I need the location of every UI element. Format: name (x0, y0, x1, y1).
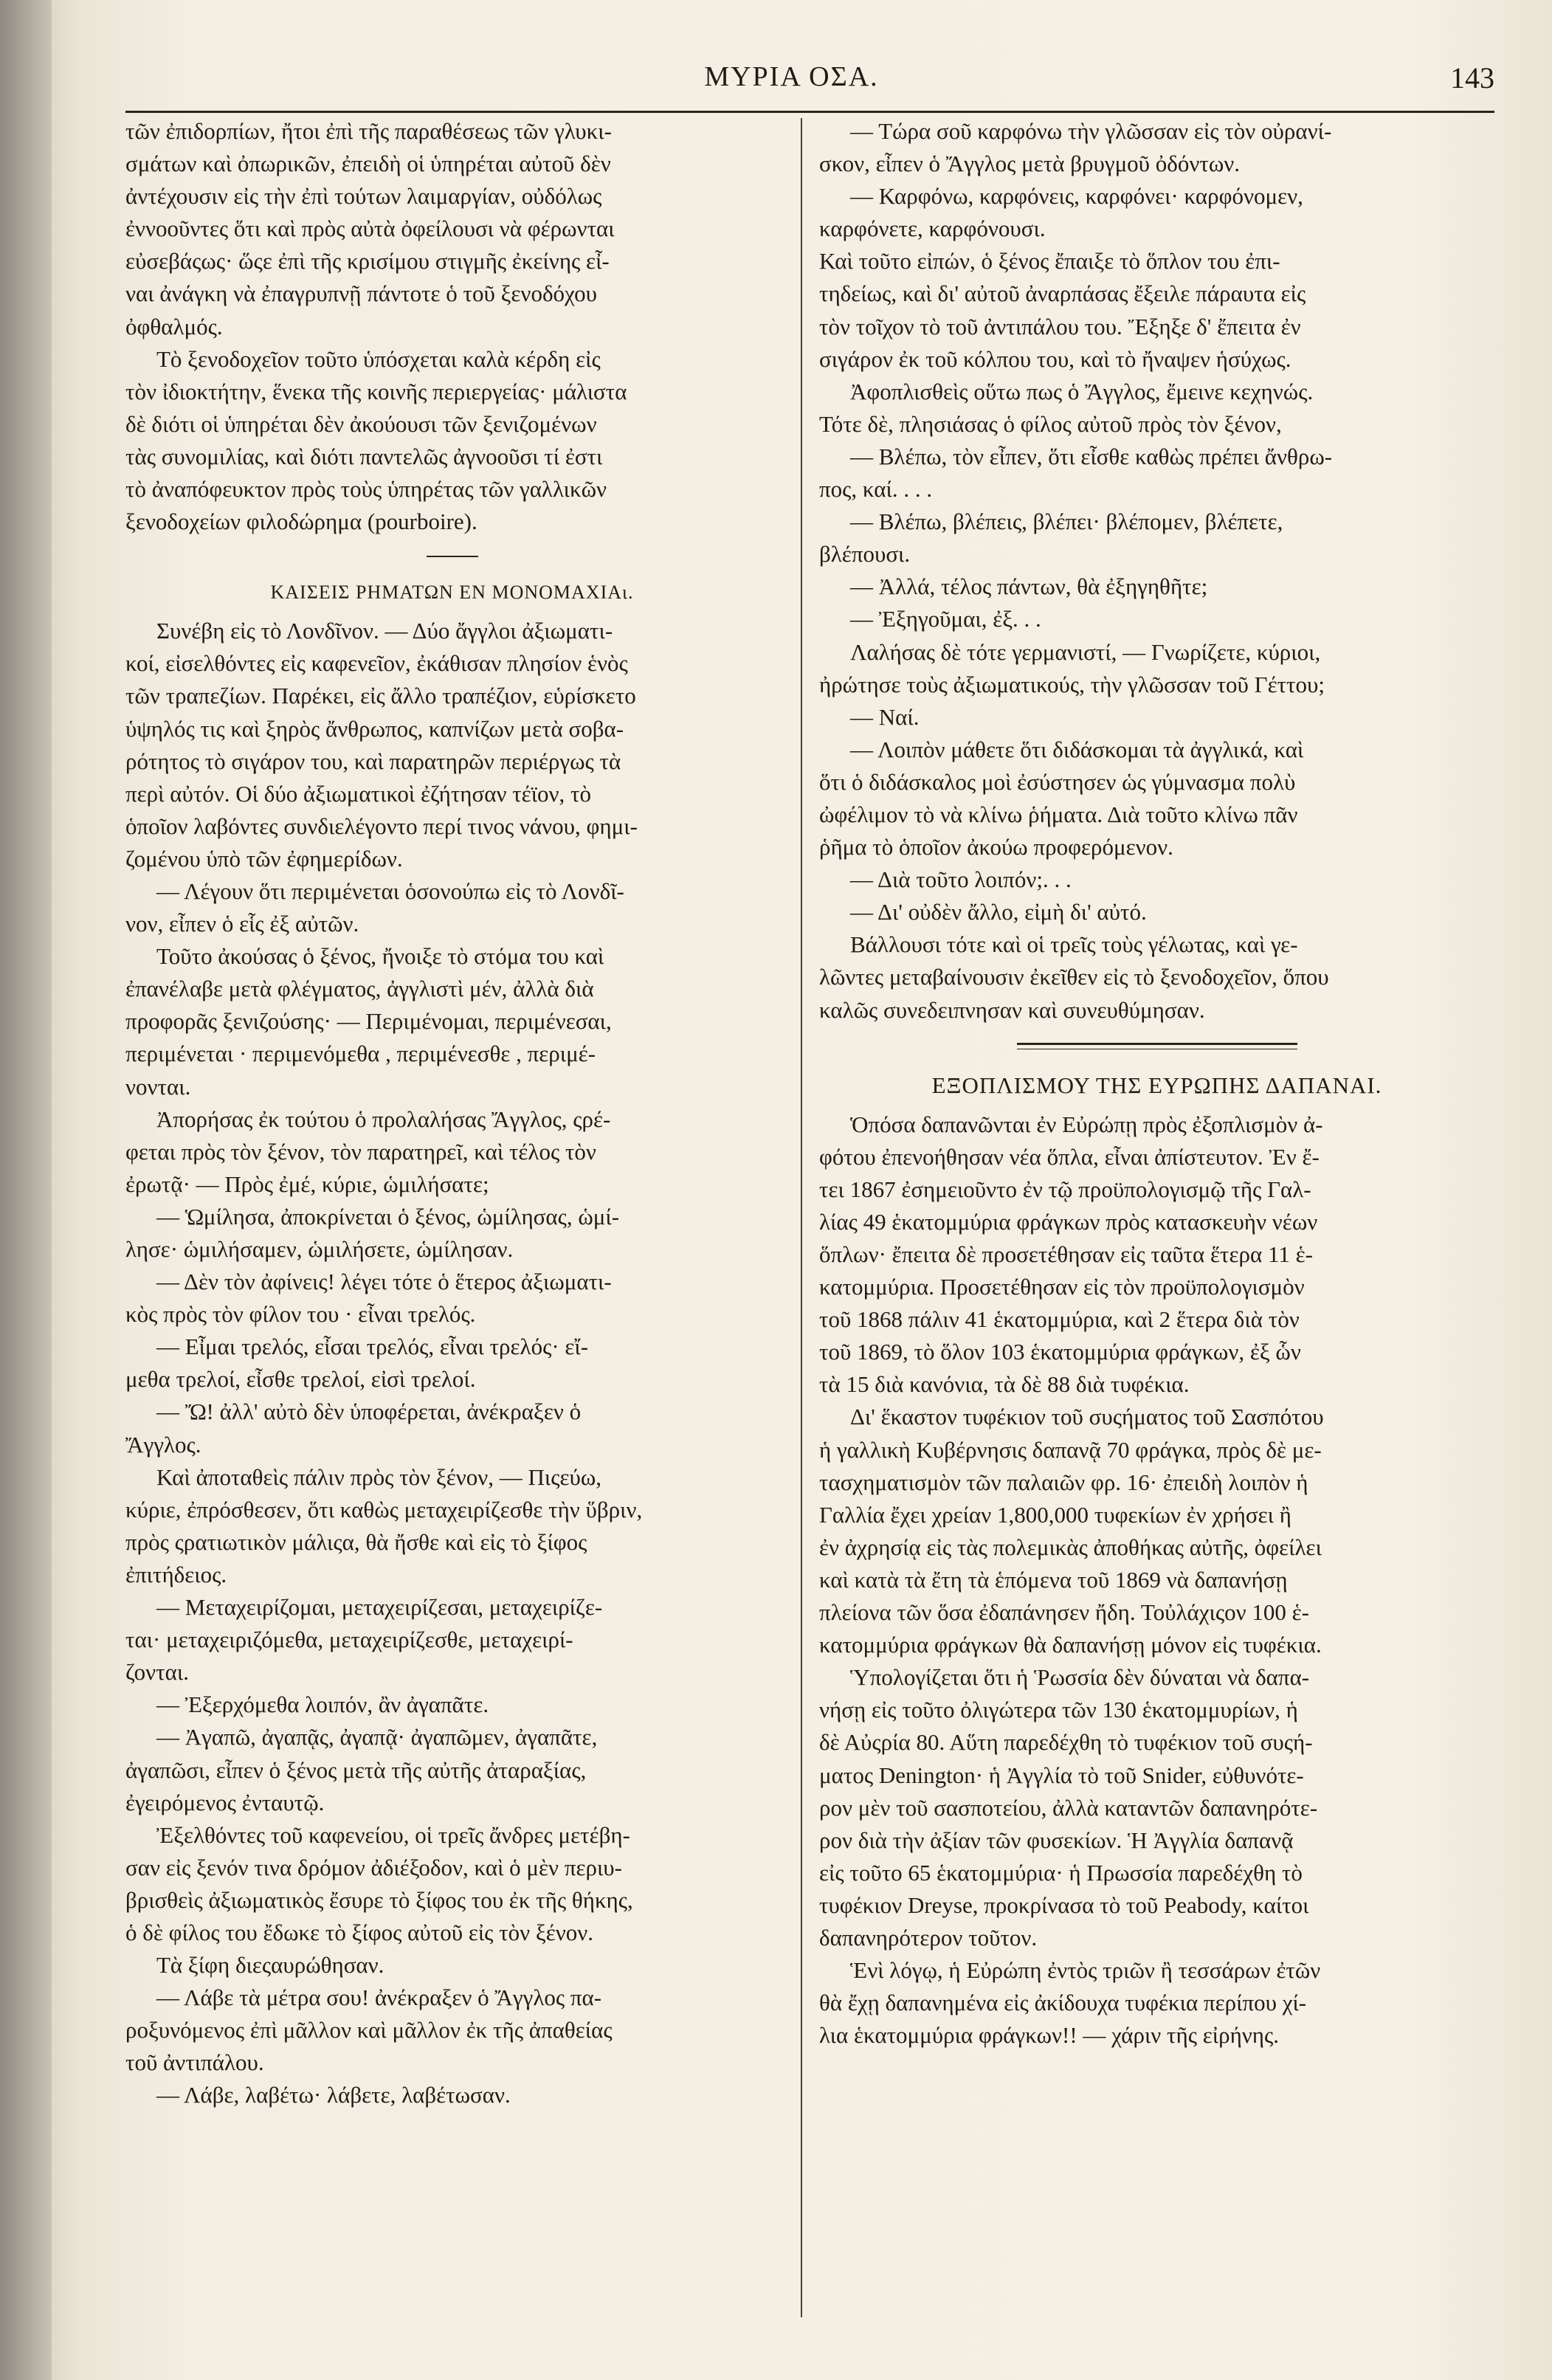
running-head-title: ΜΥΡΙΑ ΟΣΑ. (704, 61, 879, 92)
text-line: ἡ γαλλικὴ Κυβέρνησις δαπανᾷ 70 φράγκα, πρὸς δὲ με- (819, 1436, 1322, 1463)
section-separator (125, 538, 779, 570)
paragraph (819, 603, 1494, 635)
text-line: ζομένου ὑπὸ τῶν ἐφημερίδων. (125, 845, 403, 872)
text-line: λια ἑκατομμύρια φράγκων!! — χάριν τῆς εἰρήνης. (819, 2022, 1280, 2049)
text-line: Δι' ἕκαστον τυφέκιον τοῦ συςήματος τοῦ Σασπότου (850, 1404, 1324, 1430)
text-line: περὶ αὐτόν. Οἱ δύο ἀξιωματικοὶ ἐζήτησαν τέϊον, τὸ (125, 780, 592, 807)
left-column (125, 115, 779, 2112)
text-line: — Ὡμίλησα, ἀποκρίνεται ὁ ξένος, ὡμίλησας, ὡμί- (156, 1203, 620, 1229)
paragraph (125, 115, 779, 343)
text-line: σαν εἰς ξενόν τινα δρόμον ἀδιέξοδον, καὶ ὁ μὲν περιυ- (125, 1854, 622, 1880)
paragraph (125, 1331, 779, 1396)
text-line: ὑψηλός τις καὶ ξηρὸς ἄνθρωπος, καπνίζων μετὰ σοβα- (125, 715, 624, 742)
text-line: — Διὰ τοῦτο λοιπόν;. . . (850, 866, 1072, 893)
section-rule (1017, 1043, 1297, 1049)
text-line: ἀντέχουσιν εἰς τὴν ἐπὶ τούτων λαιμαργίαν, οὐδόλως (125, 183, 602, 210)
paragraph (819, 928, 1494, 1026)
text-line: ἐπιτήδειος. (125, 1561, 227, 1587)
text-line: βρισθεὶς ἀξιωματικὸς ἔσυρε τὸ ξίφος του ἐκ τῆς θήκης, (125, 1886, 633, 1913)
text-line: βλέπουσι. (819, 541, 911, 568)
text-line: Καὶ τοῦτο εἰπών, ὁ ξένος ἔπαιξε τὸ ὅπλον του ἐπι- (819, 248, 1280, 275)
text-line: εἰς τοῦτο 65 ἑκατομμύρια· ἡ Πρωσσία παρεδέχθη τὸ (819, 1859, 1303, 1886)
text-line: Ἀφοπλισθεὶς οὕτω πως ὁ Ἄγγλος, ἔμεινε κεχηνώς. (850, 378, 1314, 404)
paragraph (125, 1819, 779, 1949)
text-line: — Ναί. (850, 703, 920, 730)
text-line: Ἄγγλος. (125, 1431, 201, 1458)
text-line: ξενοδοχείων φιλοδώρημα (pourboire). (125, 508, 477, 535)
text-line: ται· μεταχειριζόμεθα, μεταχειρίζεσθε, μεταχειρί- (125, 1627, 573, 1653)
text-line: ματος Denington· ἡ Ἀγγλία τὸ τοῦ Snider, εὐθυνότε- (819, 1762, 1304, 1788)
paragraph (125, 1103, 779, 1201)
text-line: Λαλήσας δὲ τότε γερμανιστί, — Γνωρίζετε, κύριοι, (850, 638, 1321, 665)
text-line: ροξυνόμενος ἐπὶ μᾶλλον καὶ μᾶλλον ἐκ τῆς ἀπαθείας (125, 2017, 613, 2043)
paragraph (125, 343, 779, 539)
paragraph (819, 1108, 1494, 1401)
text-line: Ἑνὶ λόγῳ, ἡ Εὐρώπη ἐντὸς τριῶν ἢ τεσσάρων ἐτῶν (850, 1957, 1321, 1984)
text-line: ζονται. (125, 1659, 189, 1686)
text-line: προφορᾶς ξενιζούσης· — Περιμένομαι, περιμένεσαι, (125, 1008, 612, 1035)
text-line: δὲ Αὐςρία 80. Αὕτη παρεδέχθη τὸ τυφέκιον τοῦ συςή- (819, 1729, 1313, 1756)
text-line: ῥῆμα τὸ ὁποῖον ἀκούω προφερόμενον. (819, 834, 1173, 860)
paragraph (125, 1689, 779, 1721)
text-line: — Λάβε, λαβέτω· λάβετε, λαβέτωσαν. (156, 2082, 511, 2108)
paragraph (819, 115, 1494, 180)
text-line: τὸν τοῖχον τὸ τοῦ ἀντιπάλου του. Ἔξηξε δ' ἔπειτα ἐν (819, 313, 1301, 339)
text-line: ρον μὲν τοῦ σασποτείου, ἀλλὰ καταντῶν δαπανηρότε- (819, 1794, 1318, 1821)
text-line: τοῦ ἀντιπάλου. (125, 2049, 264, 2076)
text-line: φότου ἐπενοήθησαν νέα ὅπλα, εἶναι ἀπίστευτον. Ἐν ἔ- (819, 1143, 1320, 1170)
text-line: — Ὤ! ἀλλ' αὐτὸ δὲν ὑποφέρεται, ἀνέκραξεν ὁ (156, 1398, 582, 1425)
text-line: — Ἀλλά, τέλος πάντων, θὰ ἐξηγηθῆτε; (850, 573, 1208, 600)
text-line: τοῦ 1869, τὸ ὅλον 103 ἑκατομμύρια φράγκων, ἐξ ὧν (819, 1339, 1301, 1365)
column-divider (801, 118, 802, 2317)
text-line: Τότε δὲ, πλησιάσας ὁ φίλος αὐτοῦ πρὸς τὸν ξένον, (819, 410, 1282, 437)
text-line: ἐπανέλαβε μετὰ φλέγματος, ἀγγλιστὶ μέν, ἀλλὰ διὰ (125, 976, 594, 1002)
paragraph (819, 636, 1494, 701)
paragraph (125, 1461, 779, 1591)
paragraph (125, 2079, 779, 2111)
text-line: — Βλέπω, βλέπεις, βλέπει· βλέπομεν, βλέπετε, (850, 508, 1283, 535)
paragraph (819, 701, 1494, 734)
paragraph (819, 245, 1494, 375)
text-line: νονται. (125, 1073, 191, 1100)
text-line: ρότητος τὸ σιγάρον του, καὶ παρατηρῶν περιέργως τὰ (125, 748, 621, 774)
text-line: δαπανηρότερον τοῦτον. (819, 1924, 1038, 1950)
section-title: ΚΑΙΣΕΙΣ ΡΗΜΑΤΩΝ ΕΝ ΜΟΝΟΜΑΧΙΑι. (270, 582, 634, 604)
right-column (819, 115, 1494, 2052)
text-line: ἐρωτᾷ· — Πρὸς ἐμέ, κύριε, ὡμιλήσατε; (125, 1170, 489, 1197)
paragraph (125, 1949, 779, 1981)
paragraph (819, 1954, 1494, 2052)
text-line: — Μεταχειρίζομαι, μεταχειρίζεσαι, μεταχειρίζε- (156, 1594, 603, 1621)
paragraph (125, 1591, 779, 1689)
text-line: — Ἐξερχόμεθα λοιπόν, ἂν ἀγαπᾶτε. (156, 1691, 489, 1718)
text-line: τοῦ 1868 πάλιν 41 ἑκατομμύρια, καὶ 2 ἕτερα διὰ τὸν (819, 1306, 1300, 1333)
page-number: 143 (1450, 61, 1494, 94)
text-line: τὰς συνομιλίας, καὶ διότι παντελῶς ἀγνοοῦσι τί ἐστι (125, 443, 603, 469)
text-line: ὀφθαλμός. (125, 313, 223, 339)
header-rule (125, 111, 1494, 113)
text-line: τυφέκιον Dreyse, προκρίνασα τὸ τοῦ Peabody, καίτοι (819, 1891, 1309, 1918)
text-line: περιμένεται · περιμενόμεθα , περιμένεσθε , περιμέ- (125, 1041, 596, 1067)
text-line: ὅτι ὁ διδάσκαλος μοὶ ἐσύστησεν ὡς γύμνασμα πολὺ (819, 768, 1296, 795)
text-line: μεθα τρελοί, εἶσθε τρελοί, εἰσὶ τρελοί. (125, 1366, 476, 1393)
text-line: πος, καί. . . . (819, 476, 933, 503)
paragraph (819, 734, 1494, 863)
text-line: — Ἀγαπῶ, ἀγαπᾷς, ἀγαπᾷ· ἀγαπῶμεν, ἀγαπᾶτε, (156, 1724, 598, 1750)
text-line: νον, εἶπεν ὁ εἷς ἐξ αὐτῶν. (125, 911, 359, 937)
text-line: ρον διὰ τὴν ἀξίαν τῶν φυσεκίων. Ἡ Ἀγγλία δαπανᾷ (819, 1827, 1294, 1853)
text-line: θὰ ἔχῃ δαπανημένα εἰς ἀκίδουχα τυφέκια περίπου χί- (819, 1990, 1307, 2016)
text-line: Συνέβη εἰς τὸ Λονδῖνον. — Δύο ἄγγλοι ἀξιωματι- (156, 618, 613, 644)
text-line: λησε· ὡμιλήσαμεν, ὡμιλήσετε, ὡμίλησαν. (125, 1236, 514, 1262)
text-line: ναι ἀνάγκη νὰ ἐπαγρυπνῇ πάντοτε ὁ τοῦ ξενοδόχου (125, 280, 597, 307)
text-line: Ἀπορήσας ἐκ τούτου ὁ προλαλήσας Ἄγγλος, ςρέ- (156, 1106, 611, 1132)
text-line: Ὑπολογίζεται ὅτι ἡ Ῥωσσία δὲν δύναται νὰ δαπα- (850, 1664, 1310, 1691)
paragraph (125, 1396, 779, 1460)
text-line: ἠρώτησε τοὺς ἀξιωματικούς, τὴν γλῶσσαν τοῦ Γέττου; (819, 671, 1325, 697)
text-line: καλῶς συνεδειπνησαν καὶ συνευθύμησαν. (819, 996, 1205, 1023)
text-line: Βάλλουσι τότε καὶ οἱ τρεῖς τοὺς γέλωτας, καὶ γε- (850, 931, 1298, 958)
paragraph (819, 863, 1494, 896)
paragraph (819, 180, 1494, 245)
text-line: τὰ 15 διὰ κανόνια, τὰ δὲ 88 διὰ τυφέκια. (819, 1371, 1190, 1398)
text-line: — Δὲν τὸν ἀφίνεις! λέγει τότε ὁ ἕτερος ἀξιωματι- (156, 1269, 612, 1295)
paragraph (125, 875, 779, 940)
paragraph (819, 506, 1494, 570)
text-line: λῶντες μεταβαίνουσιν ἐκεῖθεν εἰς τὸ ξενοδοχεῖον, ὅπου (819, 964, 1329, 990)
paragraph (819, 1661, 1494, 1954)
text-line: καρφόνετε, καρφόνουσι. (819, 215, 1046, 242)
text-line: κατομμύρια. Προσετέθησαν εἰς τὸν προϋπολογισμὸν (819, 1274, 1305, 1300)
paragraph (125, 1981, 779, 2079)
text-line: πλείονα τῶν ὅσα ἐδαπάνησεν ἤδη. Τοὐλάχιςον 100 ἑ- (819, 1599, 1309, 1626)
paragraph (125, 615, 779, 875)
text-line: — Καρφόνω, καρφόνεις, καρφόνει· καρφόνομεν, (850, 183, 1303, 210)
text-line: καὶ κατὰ τὰ ἔτη τὰ ἑπόμενα τοῦ 1869 νὰ δαπανήσῃ (819, 1566, 1288, 1593)
text-line: κύριε, ἐπρόσθεσεν, ὅτι καθὼς μεταχειρίζεσθε τὴν ὕβριν, (125, 1496, 643, 1522)
text-line: Καὶ ἀποταθεὶς πάλιν πρὸς τὸν ξένον, — Πιςεύω, (156, 1463, 602, 1490)
paragraph (819, 441, 1494, 506)
text-line: — Τώρα σοῦ καρφόνω τὴν γλῶσσαν εἰς τὸν οὐρανί- (850, 118, 1332, 144)
text-line: Ὁπόσα δαπανῶνται ἐν Εὐρώπῃ πρὸς ἐξοπλισμὸν ἀ- (850, 1111, 1323, 1137)
text-line: κὸς πρὸς τὸν φίλον του · εἶναι τρελός. (125, 1301, 476, 1328)
text-line: φεται πρὸς τὸν ξένον, τὸν παρατηρεῖ, καὶ τέλος τὸν (125, 1138, 596, 1165)
paragraph (819, 376, 1494, 441)
text-line: τῶν τραπεζίων. Παρέκει, εἰς ἄλλο τραπέζιον, εὑρίσκετο (125, 683, 636, 709)
text-line: — Λοιπὸν μάθετε ὅτι διδάσκομαι τὰ ἀγγλικά, καὶ (850, 736, 1304, 762)
text-line: — Λέγουν ὅτι περιμένεται ὁσονούπω εἰς τὸ Λονδῖ- (156, 877, 624, 904)
text-line: Ἐξελθόντες τοῦ καφενείου, οἱ τρεῖς ἄνδρες μετέβη- (156, 1821, 630, 1848)
text-line: λίας 49 ἑκατομμύρια φράγκων πρὸς κατασκευὴν νέων (819, 1208, 1318, 1235)
text-line: σιγάρον ἐκ τοῦ κόλπου του, καὶ τὸ ἤναψεν ἡσύχως. (819, 345, 1291, 372)
text-line: τὸν ἰδιοκτήτην, ἕνεκα τῆς κοινῆς περιεργείας· μάλιστα (125, 378, 627, 404)
text-line: — Ἐξηγοῦμαι, ἐξ. . . (850, 606, 1041, 632)
text-line: σκον, εἶπεν ὁ Ἄγγλος μετὰ βρυγμοῦ ὀδόντων. (819, 151, 1241, 177)
text-line: νήσῃ εἰς τοῦτο ὀλιγώτερα τῶν 130 ἑκατομμυρίων, ἡ (819, 1697, 1298, 1723)
text-line: Γαλλία ἔχει χρείαν 1,800,000 τυφεκίων ἐν χρήσει ἢ (819, 1501, 1291, 1528)
running-head (89, 61, 1494, 105)
text-line: ὁ δὲ φίλος του ἔδωκε τὸ ξίφος αὐτοῦ εἰς τὸν ξένον. (125, 1919, 594, 1945)
paragraph (125, 1266, 779, 1331)
text-line: κοί, εἰσελθόντες εἰς καφενεῖον, ἐκάθισαν πλησίον ἑνὸς (125, 650, 628, 677)
page-binding-edge (0, 0, 52, 2380)
text-line: ἐγειρόμενος ἐνταυτῷ. (125, 1789, 325, 1815)
text-line: τασχηματισμὸν τῶν παλαιῶν φρ. 16· ἐπειδὴ λοιπὸν ἡ (819, 1469, 1308, 1495)
text-line: Τοῦτο ἀκούσας ὁ ξένος, ἤνοιξε τὸ στόμα του καὶ (156, 943, 604, 970)
text-line: — Λάβε τὰ μέτρα σου! ἀνέκραξεν ὁ Ἄγγλος πα- (156, 1984, 602, 2011)
text-line: — Δι' οὐδὲν ἄλλο, εἰμὴ δι' αὐτό. (850, 899, 1147, 925)
paragraph (125, 1721, 779, 1818)
paragraph (819, 896, 1494, 928)
text-line: τηδείως, καὶ δι' αὐτοῦ ἀναρπάσας ἔξειλε πάραυτα εἰς (819, 280, 1306, 307)
text-line: ὁποῖον λαβόντες συνδιελέγοντο περί τινος νάνου, φημι- (125, 813, 638, 839)
text-line: δὲ διότι οἱ ὑπηρέται δὲν ἀκούουσι τῶν ξενιζομένων (125, 410, 597, 437)
text-line: τὸ ἀναπόφευκτον πρὸς τοὺς ὑπηρέτας τῶν γαλλικῶν (125, 476, 607, 503)
paragraph (125, 1201, 779, 1266)
text-line: εὐσεβάςως· ὥςε ἐπὶ τῆς κρισίμου στιγμῆς ἐκείνης εἶ- (125, 248, 610, 275)
text-line: — Εἶμαι τρελός, εἶσαι τρελός, εἶναι τρελός· εἴ- (156, 1334, 589, 1360)
text-line: τει 1867 ἐσημειοῦντο ἐν τῷ προϋπολογισμῷ τῆς Γαλ- (819, 1176, 1311, 1202)
text-line: ἐννοοῦντες ὅτι καὶ πρὸς αὐτὰ ὀφείλουσι νὰ φέρωνται (125, 215, 615, 242)
text-line: πρὸς ςρατιωτικὸν μάλιςα, θὰ ἤσθε καὶ εἰς τὸ ξίφος (125, 1528, 587, 1555)
text-line: κατομμύρια φράγκων θὰ δαπανήσῃ μόνον εἰς τυφέκια. (819, 1632, 1322, 1658)
text-line: ὠφέλιμον τὸ νὰ κλίνω ῥήματα. Διὰ τοῦτο κλίνω πᾶν (819, 801, 1298, 827)
text-line: σμάτων καὶ ὀπωρικῶν, ἐπειδὴ οἱ ὑπηρέται αὐτοῦ δὲν (125, 151, 611, 177)
paragraph (125, 940, 779, 1103)
text-line: ἐν ἀχρησίᾳ εἰς τὰς πολεμικὰς ἀποθήκας αὐτῆς, ὀφείλει (819, 1534, 1322, 1560)
section-title: ΕΞΟΠΛΙΣΜΟΥ ΤΗΣ ΕΥΡΩΠΗΣ ΔΑΠΑΝΑΙ. (931, 1072, 1382, 1098)
paragraph (819, 570, 1494, 603)
text-line: — Βλέπω, τὸν εἶπεν, ὅτι εἶσθε καθὼς πρέπει ἄνθρω- (850, 443, 1333, 469)
paragraph (819, 1401, 1494, 1661)
text-line: τῶν ἐπιδορπίων, ἤτοι ἐπὶ τῆς παραθέσεως τῶν γλυκι- (125, 118, 612, 144)
text-line: ἀγαπῶσι, εἶπεν ὁ ξένος μετὰ τῆς αὐτῆς ἀταραξίας, (125, 1756, 587, 1783)
text-line: Τὰ ξίφη διεςαυρώθησαν. (156, 1952, 384, 1979)
text-line: Τὸ ξενοδοχεῖον τοῦτο ὑπόσχεται καλὰ κέρδη εἰς (156, 345, 601, 372)
text-line: ὅπλων· ἔπειτα δὲ προσετέθησαν εἰς ταῦτα ἕτερα 11 ἑ- (819, 1241, 1313, 1267)
